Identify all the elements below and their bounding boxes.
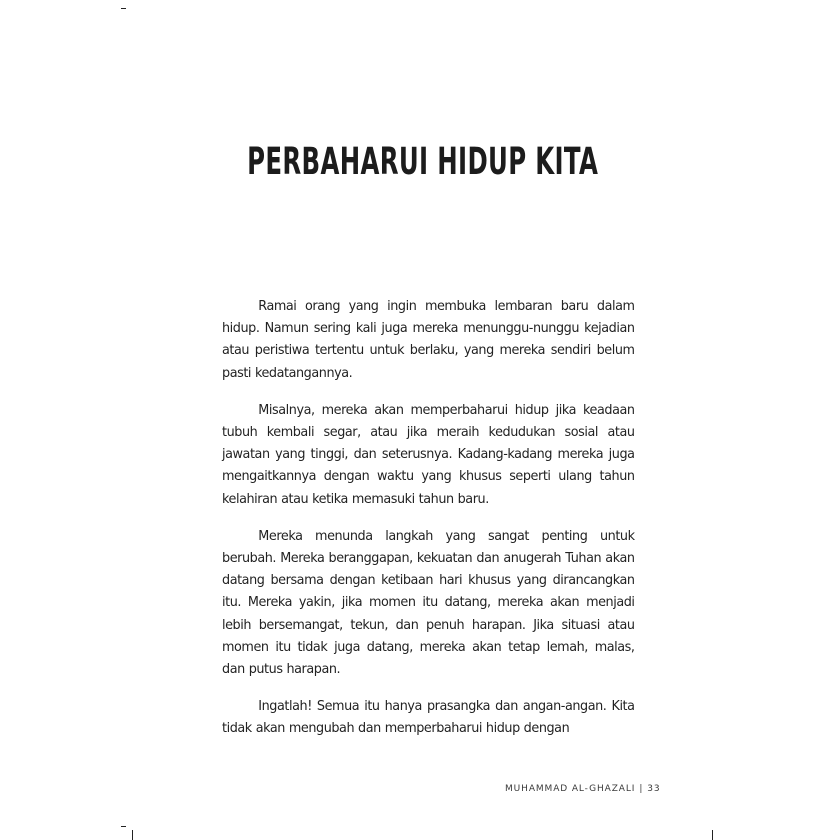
footer-author: MUHAMMAD AL-GHAZALI <box>505 784 636 794</box>
body-text <box>222 296 634 756</box>
paragraph-2: Misalnya, mereka akan memperbaharui hidup jika keadaan tubuh kembali segar, atau jika meraih kedudukan sosial atau jawatan yang tinggi, dan seterusnya. Kadang-kadang mereka juga mengaitkannya dengan waktu yang khusus seperti ulang tahun kelahiran atau ketika memasuki tahun baru. <box>222 402 635 507</box>
crop-mark-top-left <box>121 8 126 9</box>
footer-separator: | <box>639 784 644 794</box>
crop-mark-bottom-left <box>121 826 126 827</box>
paragraph-1: Ramai orang yang ingin membuka lembaran baru dalam hidup. Namun sering kali juga mereka menunggu-nunggu kejadian atau peristiwa tertentu untuk berlaku, yang mereka sendiri belum pasti kedatangannya. <box>222 299 635 381</box>
paragraph-3: Mereka menunda langkah yang sangat penting untuk berubah. Mereka beranggapan, kekuatan dan anugerah Tuhan akan datang bersama dengan ketibaan hari khusus yang dirancangkan itu. Mereka yakin, jika momen itu datang, mereka akan menjadi lebih bersemangat, tekun, dan penuh harapan. Jika situasi atau momen itu tidak juga datang, mereka akan tetap lemah, malas, dan putus harapan. <box>222 528 635 678</box>
page-number: 33 <box>647 784 661 794</box>
crop-mark-bottom-left-vertical <box>132 830 133 840</box>
chapter-title: PERBAHARUI HIDUP KITA <box>247 140 599 183</box>
page-footer <box>505 784 661 794</box>
crop-mark-bottom-right-vertical <box>712 830 713 840</box>
paragraph-4: Ingatlah! Semua itu hanya prasangka dan angan-angan. Kita tidak akan mengubah dan memperbaharui hidup dengan <box>222 699 635 737</box>
